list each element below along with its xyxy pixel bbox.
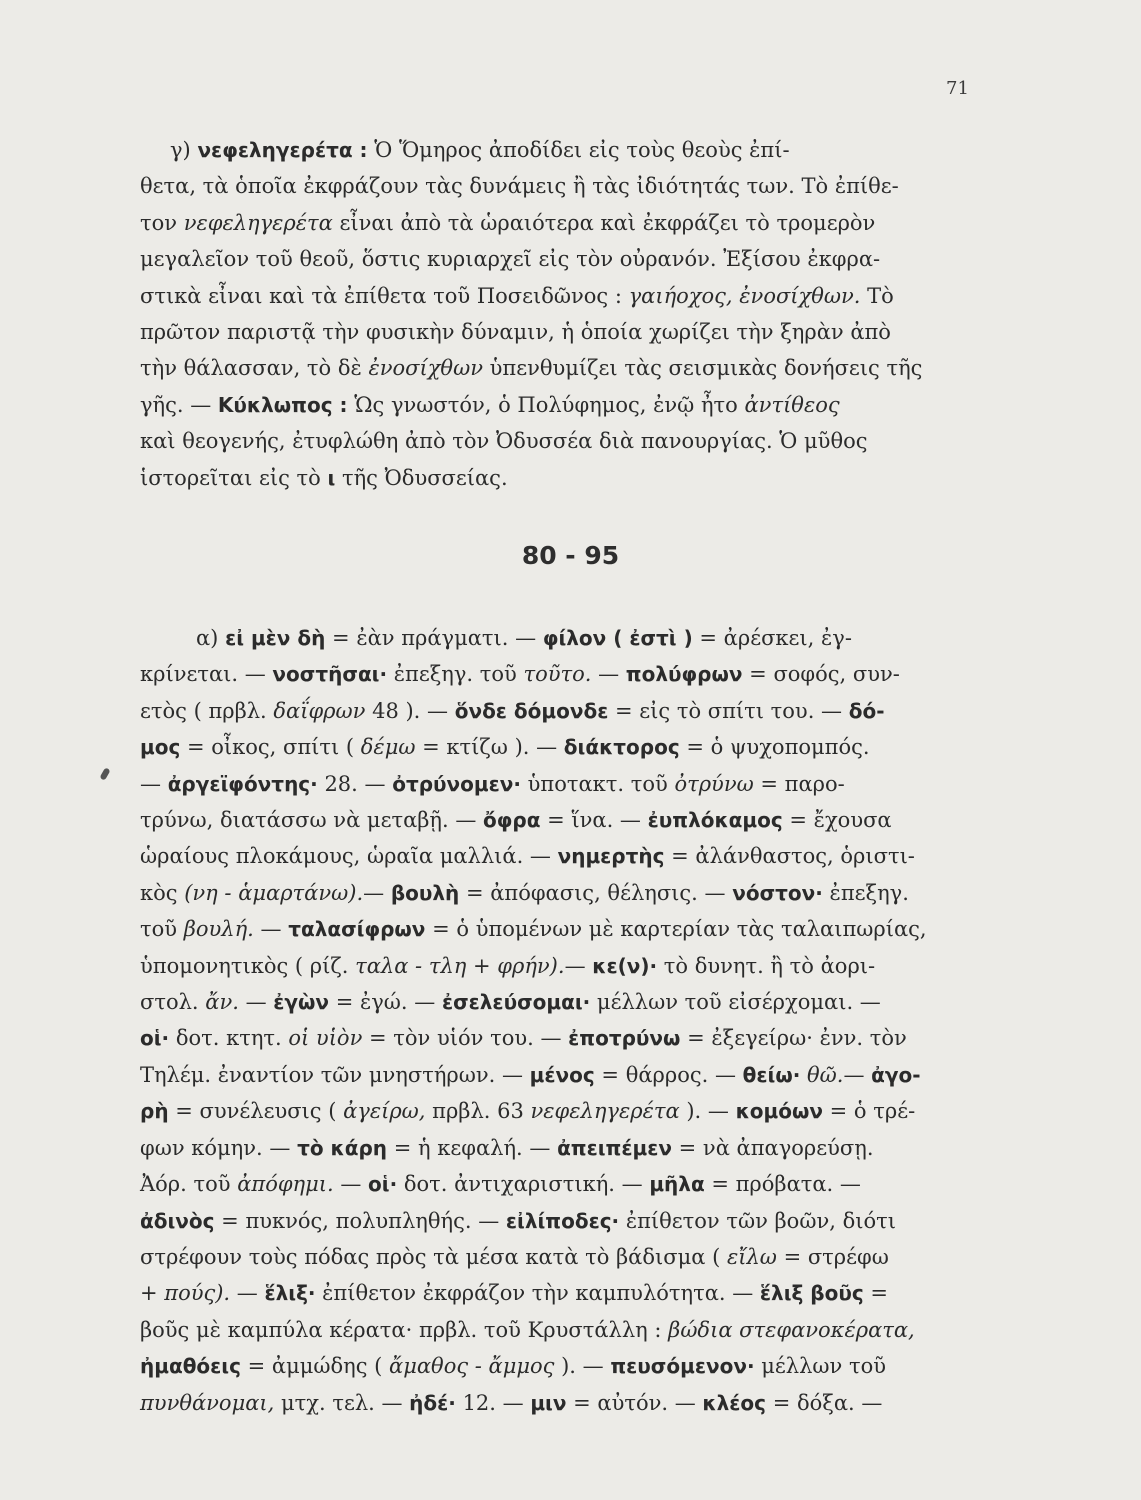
text-run: ). — (679, 1099, 736, 1124)
keyword: βουλὴ (390, 880, 460, 905)
keyword: κομόων (735, 1099, 823, 1124)
text-run: ἱστορεῖται εἰς τὸ (140, 465, 328, 490)
text-run: — (333, 1172, 369, 1197)
italic-term: ἀντίθεος (744, 392, 840, 417)
text-run: δοτ. κτητ. (169, 1026, 289, 1051)
text-line (140, 984, 988, 1020)
text-line (140, 838, 988, 874)
text-run: φων κόμην. — (140, 1135, 298, 1160)
text-run: = τὸν υἱόν του. — (362, 1026, 569, 1051)
text-line (140, 278, 988, 314)
text-line (140, 241, 988, 277)
text-run: — (230, 1281, 265, 1306)
keyword: Κύκλωπος : (217, 392, 348, 417)
text-run: = σοφός, συν- (742, 662, 900, 687)
text-run: τῆς Ὀδυσσείας. (335, 465, 508, 490)
text-line (140, 314, 988, 350)
text-run: = αὐτόν. — (566, 1390, 703, 1415)
keyword: ἕλιξ βοῦς (759, 1281, 864, 1306)
italic-term: ἄν. (205, 990, 239, 1015)
italic-term: βώδια στεφανοκέρατα, (668, 1317, 915, 1342)
text-line (140, 350, 988, 386)
text-line (140, 168, 988, 204)
text-run: — (363, 880, 391, 905)
text-line (140, 693, 988, 729)
ink-mark (99, 767, 110, 780)
text-run: ετὸς ( πρβλ. (140, 698, 274, 723)
italic-term: πυνθάνομαι, (140, 1390, 275, 1415)
keyword: ἠδέ· (409, 1390, 456, 1415)
text-line (140, 1312, 988, 1348)
text-run: πρβλ. 63 (425, 1099, 531, 1124)
paragraph-alpha (140, 620, 988, 1421)
keyword: οἱ· (368, 1172, 398, 1197)
text-run: = ἐξεγείρω· ἐνν. τὸν (680, 1026, 907, 1051)
text-run: — (140, 771, 168, 796)
italic-term: ἀγείρω, (343, 1099, 426, 1124)
keyword: ὅνδε δόμονδε (454, 698, 609, 723)
keyword: ἀπειπέμεν (557, 1135, 672, 1160)
text-run: = πρόβατα. — (704, 1172, 861, 1197)
text-run: = ὁ ψυχοπομπός. (679, 735, 870, 760)
keyword: νόστον· (732, 880, 823, 905)
text-run: ὡραίους πλοκάμους, ὡραῖα μαλλιά. — (140, 844, 558, 869)
text-run (800, 1063, 807, 1087)
italic-term: ταλα - τλη + φρήν). (355, 953, 565, 978)
text-run: ὑπομονητικὸς ( ρίζ. (140, 953, 356, 978)
text-run: = ἀμμώδης ( (240, 1354, 390, 1379)
keyword: ἕλιξ· (264, 1281, 316, 1306)
text-run: — (238, 990, 274, 1015)
text-line (140, 423, 988, 459)
keyword: ὄφρα (483, 808, 541, 833)
text-run: ἐπίθετον τῶν βοῶν, διότι (619, 1208, 896, 1233)
text-line (140, 460, 988, 496)
keyword: μος (140, 735, 181, 760)
keyword: κε(ν)· (592, 953, 658, 978)
text-run: = ἵνα. — (540, 808, 648, 833)
text-run: — (591, 662, 626, 687)
text-run: = ἀπόφασις, θέλησις. — (459, 880, 733, 905)
text-line (140, 1275, 988, 1311)
text-run: πρῶτον παριστᾷ τὴν φυσικὴν δύναμιν, ἡ ὁποία χωρίζει τὴν ξηρὰν ἀπὸ (140, 320, 891, 345)
keyword: πολύφρων (625, 662, 743, 687)
text-run: = οἶκος, σπίτι ( (180, 735, 361, 760)
text-run: στρέφουν τοὺς πόδας πρὸς τὰ μέσα κατὰ τὸ βάδισμα ( (140, 1244, 727, 1269)
keyword: ἐποτρύνω (568, 1026, 681, 1051)
text-line (140, 911, 988, 947)
keyword: πευσόμενον· (610, 1354, 755, 1379)
text-line (140, 1020, 988, 1056)
keyword: μιν (530, 1390, 567, 1415)
text-line (140, 948, 988, 984)
list-label: γ) (170, 138, 191, 162)
text-run: ). — (554, 1354, 611, 1379)
text-run: — (843, 1062, 872, 1087)
text-run: = εἰς τὸ σπίτι του. — (608, 698, 849, 723)
text-run: = δόξα. — (766, 1390, 883, 1415)
text-run: μέλλων τοῦ (754, 1354, 886, 1379)
text-line (140, 620, 988, 656)
text-line (140, 1239, 988, 1275)
text-run: Ἀόρ. τοῦ (140, 1172, 238, 1197)
italic-term: ἄμαθος - ἄμμος (389, 1354, 555, 1379)
keyword: φίλον ( ἐστὶ ) (542, 626, 693, 650)
keyword: θείω· (742, 1062, 801, 1087)
keyword: ι (327, 465, 336, 490)
keyword: ἐσελεύσομαι· (441, 990, 591, 1015)
keyword: ἀδινὸς (140, 1208, 215, 1233)
keyword: νοστῆσαι· (272, 662, 388, 687)
keyword: διάκτορος (563, 735, 680, 760)
keyword: δό- (848, 698, 885, 723)
text-run: = ἔχουσα (782, 808, 892, 833)
text-run: δοτ. ἀντιχαριστική. — (397, 1172, 650, 1197)
text-run: κρίνεται. — (140, 662, 273, 687)
text-run: = ὁ ὑπομένων μὲ καρτερίαν τὰς ταλαιπωρίας, (425, 917, 927, 942)
keyword: ἀργεϊφόντης· (167, 771, 318, 796)
text-run: = κτίζω ). — (415, 735, 564, 760)
keyword: εἰλίποδες· (505, 1208, 620, 1233)
text-run: = στρέφω (776, 1244, 889, 1269)
text-run: — (564, 953, 593, 978)
text-run: στολ. (140, 990, 206, 1015)
italic-term: νεφεληγερέτα (183, 210, 333, 235)
italic-term: ἀπόφημι. (237, 1172, 334, 1197)
keyword: ἐγὼν (273, 990, 330, 1015)
text-run: ὑπενθυμίζει τὰς σεισμικὰς δονήσεις τῆς (482, 356, 923, 381)
text-run: = (863, 1281, 888, 1306)
text-run: βοῦς μὲ καμπύλα κέρατα· πρβλ. τοῦ Κρυστάλλη : (140, 1317, 669, 1342)
text-line (140, 766, 988, 802)
text-run: Τὸ (860, 283, 894, 308)
keyword: ρὴ (140, 1099, 169, 1124)
text-run: — (253, 917, 289, 942)
italic-term: δαΐφρων (273, 698, 366, 723)
text-line (140, 1203, 988, 1239)
text-run: = ἐγώ. — (329, 990, 442, 1015)
text-run: τὸ δυνητ. ἢ τὸ ἀορι- (657, 953, 876, 978)
text-run: = ἀλάνθαστος, ὁριστι- (664, 844, 915, 869)
text-run: = θάρρος. — (594, 1062, 743, 1087)
keyword: ἐυπλόκαμος (647, 808, 783, 833)
text-run: Ὡς γνωστόν, ὁ Πολύφημος, ἐνῷ ἦτο (347, 392, 745, 417)
text-run: Ὁ Ὅμηρος ἀποδίδει εἰς τοὺς θεοὺς ἐπί- (367, 138, 790, 162)
text-line (140, 729, 988, 765)
italic-term: τοῦτο. (523, 662, 592, 687)
text-run: = ἐὰν πράγματι. — (325, 626, 543, 650)
italic-term: θῶ. (807, 1062, 844, 1087)
italic-term: + πούς). (140, 1281, 231, 1306)
text-line (140, 1130, 988, 1166)
text-run: γῆς. — (140, 392, 218, 417)
italic-term: δέμω (360, 735, 416, 760)
keyword: ταλασίφρων (288, 917, 426, 942)
text-run: ὑποτακτ. τοῦ (520, 771, 675, 796)
keyword: μῆλα (649, 1172, 705, 1197)
italic-term: βουλή. (183, 917, 254, 942)
text-run: θετα, τὰ ὁποῖα ἐκφράζουν τὰς δυνάμεις ἢ τὰς ἰδιότητάς των. Τὸ ἐπίθε- (140, 174, 899, 199)
text-run: ἐπίθετον ἐκφράζον τὴν καμπυλότητα. — (315, 1281, 760, 1306)
italic-term: ἐνοσίχθων (368, 356, 483, 381)
text-line (140, 1348, 988, 1384)
text-run: μέλλων τοῦ εἰσέρχομαι. — (590, 990, 881, 1015)
text-run: τον (140, 210, 184, 235)
text-run: καὶ θεογενής, ἐτυφλώθη ἀπὸ τὸν Ὀδυσσέα διὰ πανουργίας. Ὁ μῦθος (140, 429, 868, 454)
text-line (140, 1385, 988, 1421)
text-run: = ἀρέσκει, ἐγ- (692, 626, 852, 650)
keyword: ἀγο- (871, 1062, 921, 1087)
italic-term: νεφεληγερέτα (530, 1099, 680, 1124)
text-run: Τηλέμ. ἐναντίον τῶν μνηστήρων. — (140, 1062, 530, 1087)
italic-term: εἴλω (726, 1244, 777, 1269)
text-line (140, 656, 988, 692)
keyword: κλέος (702, 1390, 767, 1415)
keyword: νεφεληγερέτα : (197, 138, 368, 162)
text-run: = ὁ τρέ- (822, 1099, 916, 1124)
text-run: 12. — (455, 1390, 531, 1415)
text-line (140, 802, 988, 838)
text-line (140, 1166, 988, 1202)
keyword: οἱ· (140, 1026, 170, 1051)
text-run: 48 ). — (365, 698, 455, 723)
text-run: = συνέλευσις ( (168, 1099, 344, 1124)
keyword: νημερτὴς (557, 844, 665, 869)
keyword: μένος (529, 1062, 595, 1087)
text-run: εἶναι ἀπὸ τὰ ὡραιότερα καὶ ἐκφράζει τὸ τρομερὸν (332, 210, 876, 235)
text-line (140, 205, 988, 241)
keyword: ὀτρύνομεν· (392, 771, 521, 796)
text-line (140, 387, 988, 423)
text-run: = πυκνός, πολυπληθής. — (214, 1208, 506, 1233)
keyword: εἰ μὲν δὴ (225, 626, 326, 650)
keyword: ἠμαθόεις (140, 1354, 241, 1379)
text-run: στικὰ εἶναι καὶ τὰ ἐπίθετα τοῦ Ποσειδῶνος : (140, 283, 629, 308)
text-run: ἐπεξηγ. (822, 880, 909, 905)
text-run: = παρο- (753, 771, 845, 796)
text-run: ἐπεξηγ. τοῦ (387, 662, 524, 687)
text-run: μτχ. τελ. — (274, 1390, 410, 1415)
keyword: τὸ κάρη (297, 1135, 388, 1160)
text-line (140, 1057, 988, 1093)
text-run: τρύνω, διατάσσω νὰ μεταβῇ. — (140, 808, 483, 833)
text-run: μεγαλεῖον τοῦ θεοῦ, ὅστις κυριαρχεῖ εἰς τὸν οὐρανόν. Ἐξίσου ἐκφρα- (140, 247, 881, 272)
paragraph-gamma (140, 132, 988, 496)
text-run: κὸς (140, 880, 185, 905)
italic-term: (νη - ἁμαρτάνω). (184, 880, 364, 905)
section-heading: 80 - 95 (521, 541, 620, 570)
text-run: = νὰ ἀπαγορεύσῃ. (671, 1135, 874, 1160)
text-line (140, 132, 988, 168)
page-number: 71 (946, 78, 969, 99)
text-run: τοῦ (140, 917, 184, 942)
text-run: = ἡ κεφαλή. — (387, 1135, 558, 1160)
italic-term: γαιήοχος, ἐνοσίχθων. (628, 283, 861, 308)
italic-term: οἱ υἱὸν (288, 1026, 363, 1051)
text-run: 28. — (317, 771, 393, 796)
text-line (140, 1093, 988, 1129)
text-line (140, 875, 988, 911)
list-label: α) (196, 626, 219, 650)
italic-term: ὀτρύνω (674, 771, 754, 796)
text-run: τὴν θάλασσαν, τὸ δὲ (140, 356, 369, 381)
